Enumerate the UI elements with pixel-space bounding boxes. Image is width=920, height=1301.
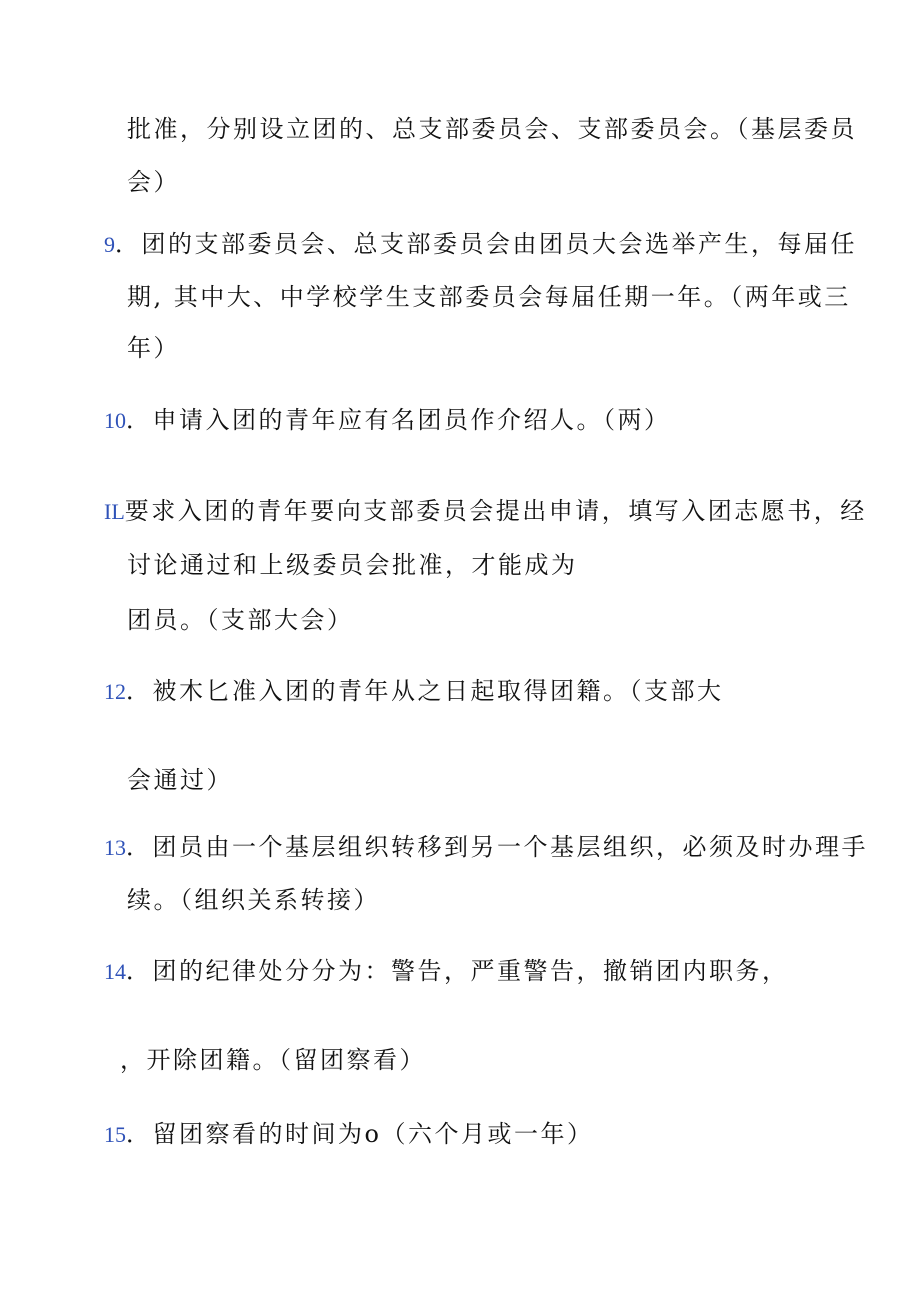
line-text: 讨论通过和上级委员会批准，才能成为 [127, 551, 578, 579]
item-number: 10 [104, 408, 126, 433]
line-text: ．团的支部委员会、总支部委员会由团员大会选举产生，每届任 [115, 230, 857, 258]
line-text: 会） [127, 168, 180, 196]
text-line [127, 167, 180, 198]
text-line [120, 1045, 426, 1076]
line-text: 会通过） [127, 766, 233, 794]
text-line [127, 605, 354, 636]
item-number: 14 [104, 959, 126, 984]
line-text: 期, 其中大、中学校学生支部委员会每届任期一年。（两年或三 [127, 283, 851, 311]
line-text: ．留团察看的时间为o（六个月或一年） [126, 1120, 594, 1148]
item-number: 13 [104, 835, 126, 860]
text-line [104, 956, 789, 987]
line-text: 年） [127, 334, 180, 362]
line-text: ．被木匕准入团的青年从之日起取得团籍。（支部大 [126, 677, 724, 705]
text-line [104, 676, 724, 707]
text-line [104, 496, 867, 527]
line-text: 批准，分别设立团的、总支部委员会、支部委员会。（基层委员 [127, 115, 857, 143]
line-text: ．团的纪律处分分为：警告，严重警告，撤销团内职务， [126, 957, 789, 985]
line-text: 团员。（支部大会） [127, 606, 354, 634]
line-text: 要求入团的青年要向支部委员会提出申请，填写入团志愿书，经 [124, 497, 867, 525]
text-line [104, 832, 868, 863]
line-text: ．申请入团的青年应有名团员作介绍人。（两） [126, 406, 671, 434]
text-line [104, 1119, 593, 1150]
item-number: 12 [104, 679, 126, 704]
text-line [127, 333, 180, 364]
text-line [127, 114, 857, 145]
text-line [127, 765, 233, 796]
text-line [127, 550, 578, 581]
line-text: 续。（组织关系转接） [127, 886, 380, 914]
line-text: ，开除团籍。（留团察看） [120, 1046, 426, 1074]
text-line [127, 885, 380, 916]
text-line [104, 405, 671, 436]
item-number: 9 [104, 232, 115, 257]
text-line [104, 229, 857, 260]
text-line [127, 282, 851, 313]
item-number: IL [104, 499, 125, 524]
item-number: 15 [104, 1122, 126, 1147]
line-text: ．团员由一个基层组织转移到另一个基层组织，必须及时办理手 [126, 833, 868, 861]
